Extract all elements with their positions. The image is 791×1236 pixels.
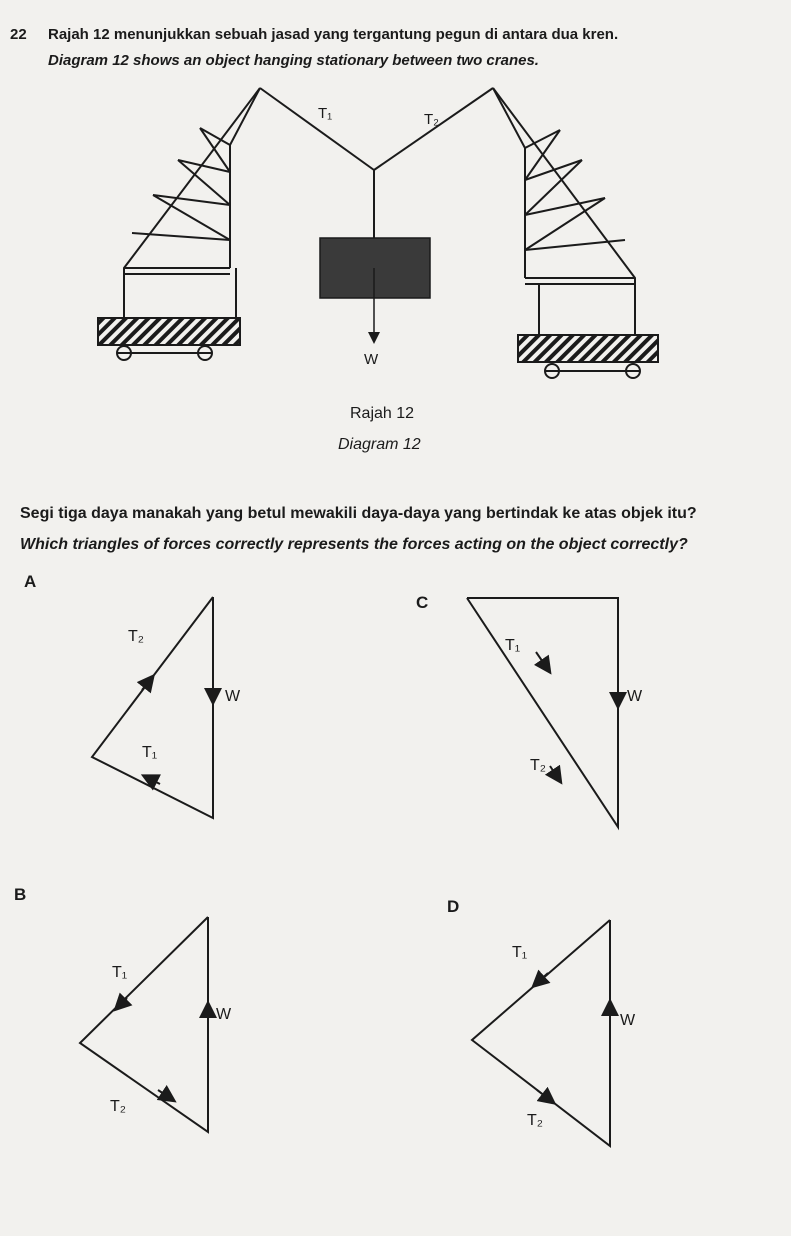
question-number: 22	[10, 26, 27, 43]
left-crane	[98, 88, 260, 360]
question-text-malay: Rajah 12 menunjukkan sebuah jasad yang tergantung pegun di antara dua kren.	[48, 26, 619, 43]
option-d-side-label: W	[620, 1012, 636, 1029]
option-d-letter[interactable]: D	[447, 897, 460, 916]
option-b-letter[interactable]: B	[14, 885, 27, 904]
cable-t2	[374, 88, 493, 170]
right-crane	[493, 88, 658, 378]
option-c-top-label: T₁	[505, 637, 521, 654]
cable-t1	[260, 88, 374, 170]
subquestion-english: Which triangles of forces correctly represents the forces acting on the object correctly?	[20, 536, 688, 553]
diagram-label-t1: T₁	[318, 105, 333, 122]
option-a-letter[interactable]: A	[24, 572, 37, 591]
option-a-triangle	[92, 597, 213, 818]
option-b-bottom-label: T₂	[110, 1098, 126, 1115]
option-c-side-label: W	[627, 688, 643, 705]
option-b-triangle	[80, 917, 208, 1132]
question-text-english: Diagram 12 shows an object hanging stationary between two cranes.	[48, 52, 539, 69]
diagram-label-w: W	[364, 351, 379, 368]
diagram-caption-malay: Rajah 12	[350, 405, 415, 422]
option-c-triangle	[467, 598, 618, 827]
option-c-bottom-label: T₂	[530, 757, 546, 774]
subquestion-malay: Segi tiga daya manakah yang betul mewakili daya-daya yang bertindak ke atas objek itu?	[20, 505, 697, 522]
option-a-side-label: W	[225, 688, 241, 705]
option-c-letter[interactable]: C	[416, 593, 429, 612]
diagram-caption-english: Diagram 12	[338, 436, 421, 453]
option-b-top-label: T₁	[112, 964, 128, 981]
option-d-bottom-label: T₂	[527, 1112, 543, 1129]
option-a-top-label: T₂	[128, 628, 144, 645]
option-d-top-label: T₁	[512, 944, 528, 961]
option-b-side-label: W	[216, 1006, 232, 1023]
hanging-object	[320, 238, 430, 298]
diagram-label-t2: T₂	[424, 111, 439, 128]
option-a-bottom-label: T₁	[142, 744, 158, 761]
